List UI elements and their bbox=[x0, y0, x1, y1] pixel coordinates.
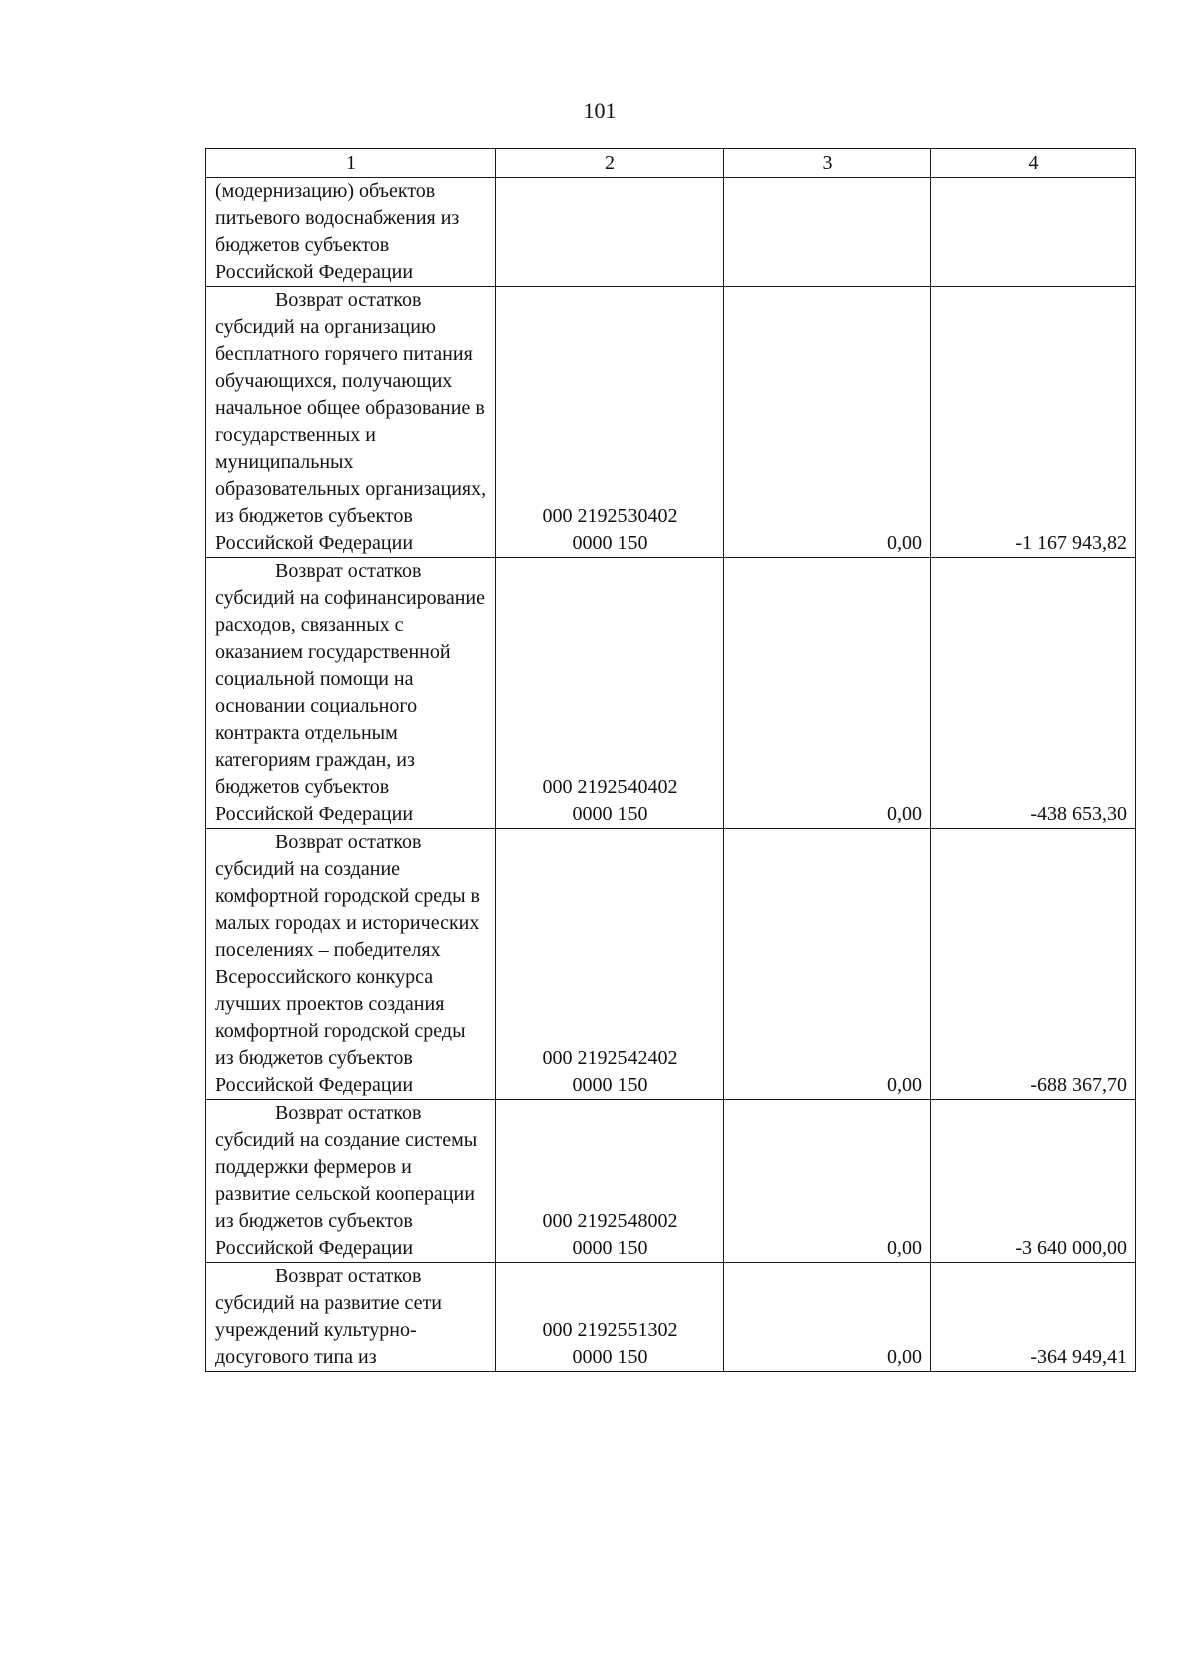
row-description: Возврат остатков субсидий на софинансирование расходов, связанных с оказанием государственной социальной помощи на основании социального контракта отдельным категориям граждан, из бюджетов субъектов Российской Федерации bbox=[206, 558, 496, 829]
row-code bbox=[496, 178, 724, 287]
row-col3-value: 0,00 bbox=[724, 558, 931, 829]
row-col4-value: -1 167 943,82 bbox=[931, 287, 1136, 558]
column-header-1: 1 bbox=[206, 149, 496, 178]
row-col4-value: -688 367,70 bbox=[931, 829, 1136, 1100]
row-code: 000 2192548002 0000 150 bbox=[496, 1100, 724, 1263]
row-description: Возврат остатков субсидий на развитие сети учреждений культурно-досугового типа из bbox=[206, 1263, 496, 1372]
table-row bbox=[206, 287, 1136, 558]
row-col4-value: -438 653,30 bbox=[931, 558, 1136, 829]
row-code: 000 2192530402 0000 150 bbox=[496, 287, 724, 558]
table-row bbox=[206, 558, 1136, 829]
row-code: 000 2192540402 0000 150 bbox=[496, 558, 724, 829]
row-description: Возврат остатков субсидий на создание комфортной городской среды в малых городах и исторических поселениях – победителях Всероссийского конкурса лучших проектов создания комфортной городской среды из бюджетов субъектов Российской Федерации bbox=[206, 829, 496, 1100]
table-row bbox=[206, 1100, 1136, 1263]
row-description: Возврат остатков субсидий на создание системы поддержки фермеров и развитие сельской кооперации из бюджетов субъектов Российской Федерации bbox=[206, 1100, 496, 1263]
row-code: 000 2192551302 0000 150 bbox=[496, 1263, 724, 1372]
column-header-2: 2 bbox=[496, 149, 724, 178]
row-col3-value: 0,00 bbox=[724, 1100, 931, 1263]
table-row bbox=[206, 1263, 1136, 1372]
table-row bbox=[206, 829, 1136, 1100]
row-col3-value: 0,00 bbox=[724, 287, 931, 558]
column-header-3: 3 bbox=[724, 149, 931, 178]
row-col4-value bbox=[931, 178, 1136, 287]
row-col3-value bbox=[724, 178, 931, 287]
row-col3-value: 0,00 bbox=[724, 1263, 931, 1372]
page-number: 101 bbox=[583, 98, 617, 123]
budget-table bbox=[205, 148, 1136, 1372]
row-code: 000 2192542402 0000 150 bbox=[496, 829, 724, 1100]
row-col3-value: 0,00 bbox=[724, 829, 931, 1100]
row-col4-value: -364 949,41 bbox=[931, 1263, 1136, 1372]
table-row bbox=[206, 178, 1136, 287]
row-description: Возврат остатков субсидий на организацию бесплатного горячего питания обучающихся, получающих начальное общее образование в государственных и муниципальных образовательных организациях, из бюджетов субъектов Российской Федерации bbox=[206, 287, 496, 558]
row-col4-value: -3 640 000,00 bbox=[931, 1100, 1136, 1263]
row-description: (модернизацию) объектов питьевого водоснабжения из бюджетов субъектов Российской Федерации bbox=[206, 178, 496, 287]
column-header-4: 4 bbox=[931, 149, 1136, 178]
table-header-row bbox=[206, 149, 1136, 178]
